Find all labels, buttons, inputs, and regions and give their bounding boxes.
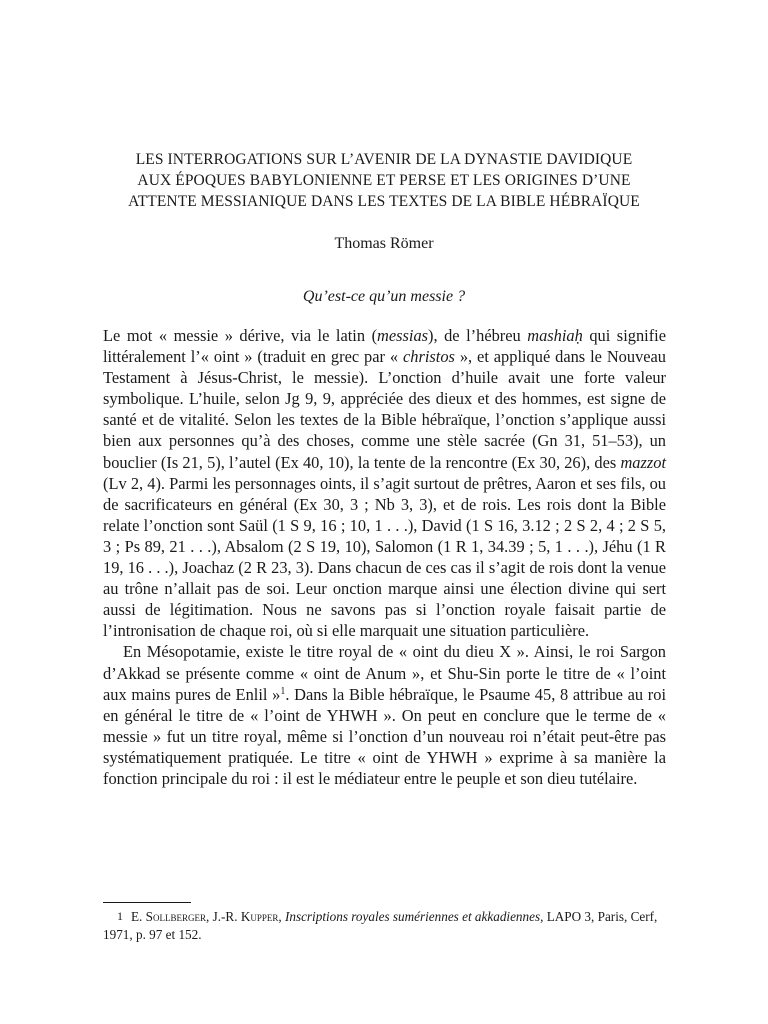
term-mazzot: mazzot (620, 452, 666, 472)
text-run: . Dans la Bible hébraïque, le Psaume 45, 8 attribue au roi en général le titre de « l’oint de YHWH ». On peut en conclure que le terme de « messie » fut un titre royal, même si l’onction d’un nouveau roi n’était peut-être pas systématiquement pratiquée. Le titre « oint de YHWH » exprime à sa manière la fonction principale du roi : il est le médiateur entre le peuple et son dieu tutélaire. (103, 684, 666, 788)
chapter-title (100, 149, 668, 212)
text-run: En Mésopotamie, existe le titre royal de « oint du dieu X ». Ainsi, le roi Sargon d’Akkad se présente comme « oint de Anum », et Shu-Sin porte le titre de « l’oint aux mains pures de Enlil » (103, 642, 666, 704)
text-run: , J.-R. (206, 909, 241, 924)
text-run: », et appliqué dans le Nouveau Testament à Jésus-Christ, le messie). L’onction d’huile avait une forte valeur symbolique. L’huile, selon Jg 9, 9, appréciée des dieux et des hommes, est signe de santé et de vitalité. Selon les textes de la Bible hébraïque, l’onction s’applique aussi bien aux personnes qu’à des choses, comme une stèle sacrée (Gn 31, 51–53), un bouclier (Is 21, 5), l’autel (Ex 40, 10), la tente de la rencontre (Ex 30, 26), des (103, 347, 667, 472)
paragraph-2 (103, 641, 666, 789)
title-line-3: ATTENTE MESSIANIQUE DANS LES TEXTES DE LA BIBLE HÉBRAÏQUE (128, 193, 640, 210)
footnote-divider (103, 902, 191, 903)
term-mashiah: mashiaḥ (527, 326, 583, 345)
text-run: qui signifie littéralement l’« oint » (traduit en grec par « (103, 326, 666, 367)
book-title: Inscriptions royales sumériennes et akkadiennes (284, 909, 541, 924)
text-run: E. (131, 909, 146, 924)
term-christos: christos (403, 347, 455, 367)
section-heading: Qu’est-ce qu’un messie ? (302, 288, 466, 305)
text-run: Le mot « messie » dérive, via le latin ( (103, 326, 378, 345)
title-line-2: AUX ÉPOQUES BABYLONIENNE ET PERSE ET LES ORIGINES D’UNE (137, 172, 631, 189)
footnote-1 (103, 907, 666, 944)
title-line-1: LES INTERROGATIONS SUR L’AVENIR DE LA DYNASTIE DAVIDIQUE (135, 151, 633, 168)
author-name: Thomas Römer (334, 235, 434, 252)
text-run: ), de l’hébreu (428, 326, 528, 345)
text-run: (Lv 2, 4). Parmi les personnages oints, il s’agit surtout de prêtres, Aaron et ses fils, ou de sacrificateurs en général (Ex 30, 3 ; Nb 3, 3), et de rois. Les rois dont la Bible relate l’onction sont Saül (1 S 9, 16 ; 10, 1 . . .), David (1 S 16, 3.12 ; 2 S 2, 4 ; 2 S 5, 3 ; Ps 89, 21 . . .), Absalom (2 S 19, 10), Salomon (1 R 1, 34.39 ; 5, 1 . . .), Jéhu (1 R 19, 16 . . .), Joachaz (2 R 23, 3). Dans chacun de ces cas il s’agit de rois dont la venue au trône n’allait pas de soi. Leur onction marque ainsi une élection divine qui sert aussi de légitimation. Nous ne savons pas si l’onction royale faisait partie de l’intronisation de chaque roi, où si elle marquait une situation particulière. (103, 473, 666, 641)
author-name-sc: Sollberger (145, 909, 206, 924)
footnote-reference[interactable]: 1 (280, 685, 286, 697)
paragraph-1 (103, 325, 666, 641)
text-run: , LAPO 3, Paris, Cerf, 1971, p. 97 et 152. (103, 909, 658, 942)
author-name-sc: Kupper (240, 909, 279, 924)
text-run: , (278, 909, 285, 924)
footnote-number: 1 (117, 909, 123, 923)
term-messias: messias (377, 326, 429, 345)
body-text (103, 325, 666, 789)
